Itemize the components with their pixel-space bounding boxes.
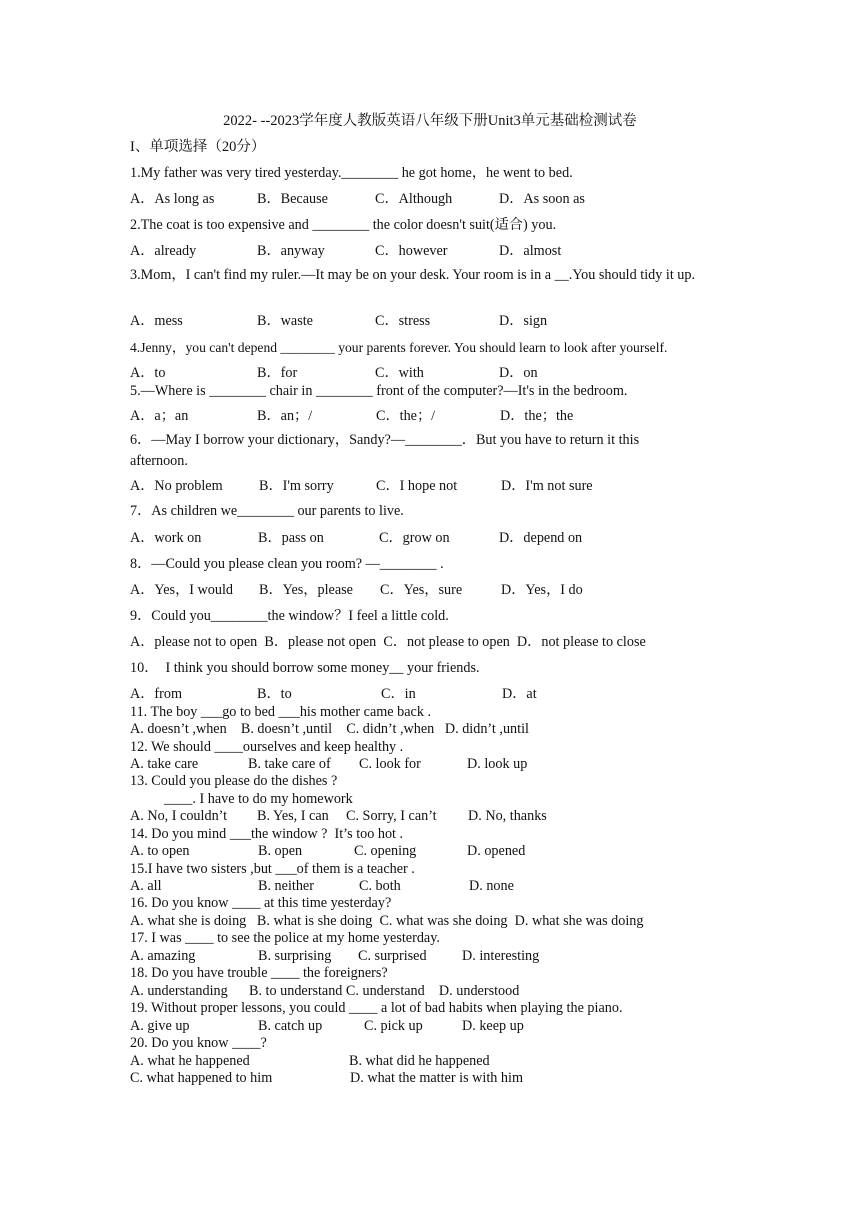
q14-option-b: B. open	[258, 843, 303, 859]
q17-option-a: A. amazing	[130, 948, 196, 964]
q7-option-d: D．depend on	[499, 530, 583, 546]
question-12: 12. We should ____ourselves and keep healthy .	[130, 739, 404, 755]
q18-options: A. understanding B. to understand C. understand D. understood	[130, 983, 520, 999]
q17-option-b: B. surprising	[258, 948, 332, 964]
q15-option-d: D. none	[469, 878, 514, 894]
section-heading: I、单项选择（20分）	[130, 139, 266, 155]
q3-option-d: D．sign	[499, 313, 548, 329]
q6-option-d: D．I'm not sure	[501, 478, 593, 494]
question-8: 8．—Could you please clean you room? —________ .	[130, 556, 444, 572]
question-20: 20. Do you know ____?	[130, 1035, 267, 1051]
q12-option-a: A. take care	[130, 756, 199, 772]
question-2: 2.The coat is too expensive and ________ the color doesn't suit(适合) you.	[130, 217, 557, 233]
q1-option-d: D．As soon as	[499, 191, 585, 207]
q2-option-d: D．almost	[499, 243, 562, 259]
q15-option-c: C. both	[359, 878, 401, 894]
exam-title: 2022- --2023学年度人教版英语八年级下册Unit3单元基础检测试卷	[223, 113, 637, 129]
q10-option-c: C．in	[381, 686, 416, 702]
q14-option-a: A. to open	[130, 843, 190, 859]
q1-option-b: B．Because	[257, 191, 328, 207]
q13-option-d: D. No, thanks	[468, 808, 547, 824]
q13-option-b: B. Yes, I can	[257, 808, 329, 824]
q11-options: A. doesn’t ,when B. doesn’t ,until C. didn’t ,when D. didn’t ,until	[130, 721, 529, 737]
q5-option-d: D．the；the	[500, 408, 574, 424]
q20-option-b: B. what did he happened	[349, 1053, 490, 1069]
q7-option-a: A．work on	[130, 530, 202, 546]
question-7: 7．As children we________ our parents to live.	[130, 503, 404, 519]
q15-option-b: B. neither	[258, 878, 314, 894]
q19-option-c: C. pick up	[364, 1018, 423, 1034]
q6-option-c: C．I hope not	[376, 478, 458, 494]
q20-option-c: C. what happened to him	[130, 1070, 273, 1086]
q7-option-b: B．pass on	[258, 530, 324, 546]
q7-option-c: C．grow on	[379, 530, 450, 546]
q8-option-c: C．Yes，sure	[380, 582, 463, 598]
q8-option-d: D．Yes，I do	[501, 582, 583, 598]
q14-option-c: C. opening	[354, 843, 417, 859]
q6-option-b: B．I'm sorry	[259, 478, 334, 494]
q13-option-a: A. No, I couldn’t	[130, 808, 228, 824]
q12-option-c: C. look for	[359, 756, 421, 772]
q8-option-a: A．Yes，I would	[130, 582, 234, 598]
q5-option-c: C．the；/	[376, 408, 436, 424]
question-9: 9．Could you________the window？I feel a little cold.	[130, 608, 449, 624]
q19-option-b: B. catch up	[258, 1018, 323, 1034]
question-3: 3.Mom，I can't find my ruler.—It may be on your desk. Your room is in a __.You should tidy it up.	[130, 267, 696, 283]
q4-option-a: A．to	[130, 365, 166, 381]
question-17: 17. I was ____ to see the police at my home yesterday.	[130, 930, 440, 946]
q20-option-a: A. what he happened	[130, 1053, 250, 1069]
question-16: 16. Do you know ____ at this time yesterday?	[130, 895, 392, 911]
q1-option-a: A．As long as	[130, 191, 215, 207]
question-19: 19. Without proper lessons, you could ____ a lot of bad habits when playing the piano.	[130, 1000, 623, 1016]
question-18: 18. Do you have trouble ____ the foreigners?	[130, 965, 388, 981]
q13-option-c: C. Sorry, I can’t	[346, 808, 437, 824]
q13-answer-line: ____. I have to do my homework	[164, 791, 353, 807]
question-13: 13. Could you please do the dishes ?	[130, 773, 338, 789]
q17-option-d: D. interesting	[462, 948, 540, 964]
question-14: 14. Do you mind ___the window ? It’s too hot .	[130, 826, 404, 842]
q4-option-d: D．on	[499, 365, 538, 381]
q3-option-b: B．waste	[257, 313, 313, 329]
question-5: 5.—Where is ________ chair in ________ front of the computer?—It's in the bedroom.	[130, 383, 628, 399]
q12-option-d: D. look up	[467, 756, 528, 772]
q1-option-c: C．Although	[375, 191, 453, 207]
q5-option-b: B．an；/	[257, 408, 313, 424]
q3-option-a: A．mess	[130, 313, 183, 329]
q17-option-c: C. surprised	[358, 948, 427, 964]
question-6: 6．—May I borrow your dictionary，Sandy?—________．But you have to return it this afternoon.	[130, 432, 640, 469]
q20-option-d: D. what the matter is with him	[350, 1070, 523, 1086]
q14-option-d: D. opened	[467, 843, 526, 859]
q15-option-a: A. all	[130, 878, 162, 894]
q4-option-c: C．with	[375, 365, 424, 381]
question-1: 1.My father was very tired yesterday.________ he got home，he went to bed.	[130, 165, 573, 181]
question-11: 11. The boy ___go to bed ___his mother came back .	[130, 704, 432, 720]
q6-option-a: A．No problem	[130, 478, 223, 494]
q5-option-a: A．a；an	[130, 408, 189, 424]
q3-option-c: C．stress	[375, 313, 431, 329]
q10-option-b: B．to	[257, 686, 292, 702]
q8-option-b: B．Yes，please	[259, 582, 353, 598]
q2-option-b: B．anyway	[257, 243, 325, 259]
q4-option-b: B．for	[257, 365, 298, 381]
q10-option-d: D．at	[502, 686, 537, 702]
q10-option-a: A．from	[130, 686, 183, 702]
question-4: 4.Jenny，you can't depend ________ your parents forever. You should learn to look after yourself.	[130, 340, 668, 355]
question-10: 10． I think you should borrow some money__ your friends.	[130, 660, 480, 676]
q2-option-a: A．already	[130, 243, 197, 259]
question-15: 15.I have two sisters ,but ___of them is a teacher .	[130, 861, 415, 877]
q19-option-a: A. give up	[130, 1018, 190, 1034]
q2-option-c: C．however	[375, 243, 448, 259]
q12-option-b: B. take care of	[248, 756, 331, 772]
q9-options: A．please not to open B．please not open C．not please to open D．not please to close	[130, 634, 646, 650]
q19-option-d: D. keep up	[462, 1018, 524, 1034]
q16-options: A. what she is doing B. what is she doing C. what was she doing D. what she was doing	[130, 913, 644, 929]
